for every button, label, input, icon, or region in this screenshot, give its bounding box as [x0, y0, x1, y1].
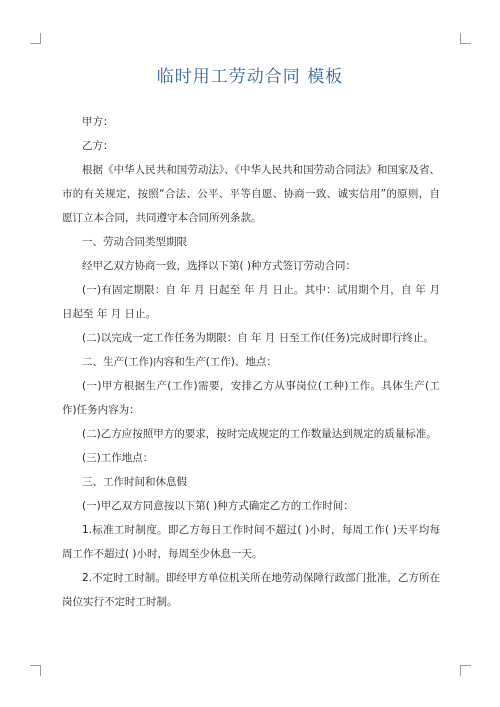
section-heading-contract-type: 一、劳动合同类型期限 — [82, 236, 187, 248]
party-a-line: 甲方： — [82, 116, 114, 128]
fixed-term-clause: (一)有固定期限：自 年 月 日起至 年 月 日止。其中：试用期个月，自 年 月 日起至 年 月 日止。 — [62, 284, 440, 320]
document-title: 临时用工劳动合同 模板 — [156, 67, 344, 87]
contract-type-choice: 经甲乙双方协商一致，选择以下第( )种方式签订劳动合同： — [82, 260, 357, 272]
document-body — [62, 110, 440, 614]
section-heading-work-hours: 三、工作时间和休息假 — [82, 476, 187, 488]
section-heading-work-content: 二、生产(工作)内容和生产(工作)、地点： — [82, 356, 277, 368]
work-quality-clause: (二)乙方应按照甲方的要求，按时完成规定的工作数量达到规定的质量标准。 — [82, 428, 437, 440]
work-location-clause: (三)工作地点： — [82, 452, 154, 464]
crop-mark-top-left — [30, 33, 41, 44]
flexible-hours-clause: 2.不定时工时制。即经甲方单位机关所在地劳动保障行政部门批准，乙方所在岗位实行不定时工时制。 — [62, 572, 440, 608]
crop-mark-top-right — [460, 33, 471, 44]
standard-hours-clause: 1.标准工时制度。即乙方每日工作时间不超过( )小时，每周工作( )天平均每周工作不超过( )小时，每周至少休息一天。 — [62, 524, 440, 560]
crop-mark-bottom-right — [460, 665, 471, 676]
party-b-line: 乙方： — [82, 140, 114, 152]
preamble-paragraph: 根据《中华人民共和国劳动法》、《中华人民共和国劳动合同法》和国家及省、市的有关规定，按照“合法、公平、平等自愿、协商一致、诚实信用”的原则，自愿订立本合同，共同遵守本合同所列条款。 — [62, 164, 440, 224]
work-hours-choice: (一)甲乙双方同意按以下第( )种方式确定乙方的工作时间： — [82, 500, 354, 512]
work-assignment-clause: (一)甲方根据生产(工作)需要，安排乙方从事岗位(工种)工作。具体生产(工作)任务内容为： — [62, 380, 440, 416]
task-term-clause: (二)以完成一定工作任务为期限：自 年 月 日至工作(任务)完成时即行终止。 — [82, 332, 434, 344]
crop-mark-bottom-left — [30, 665, 41, 676]
